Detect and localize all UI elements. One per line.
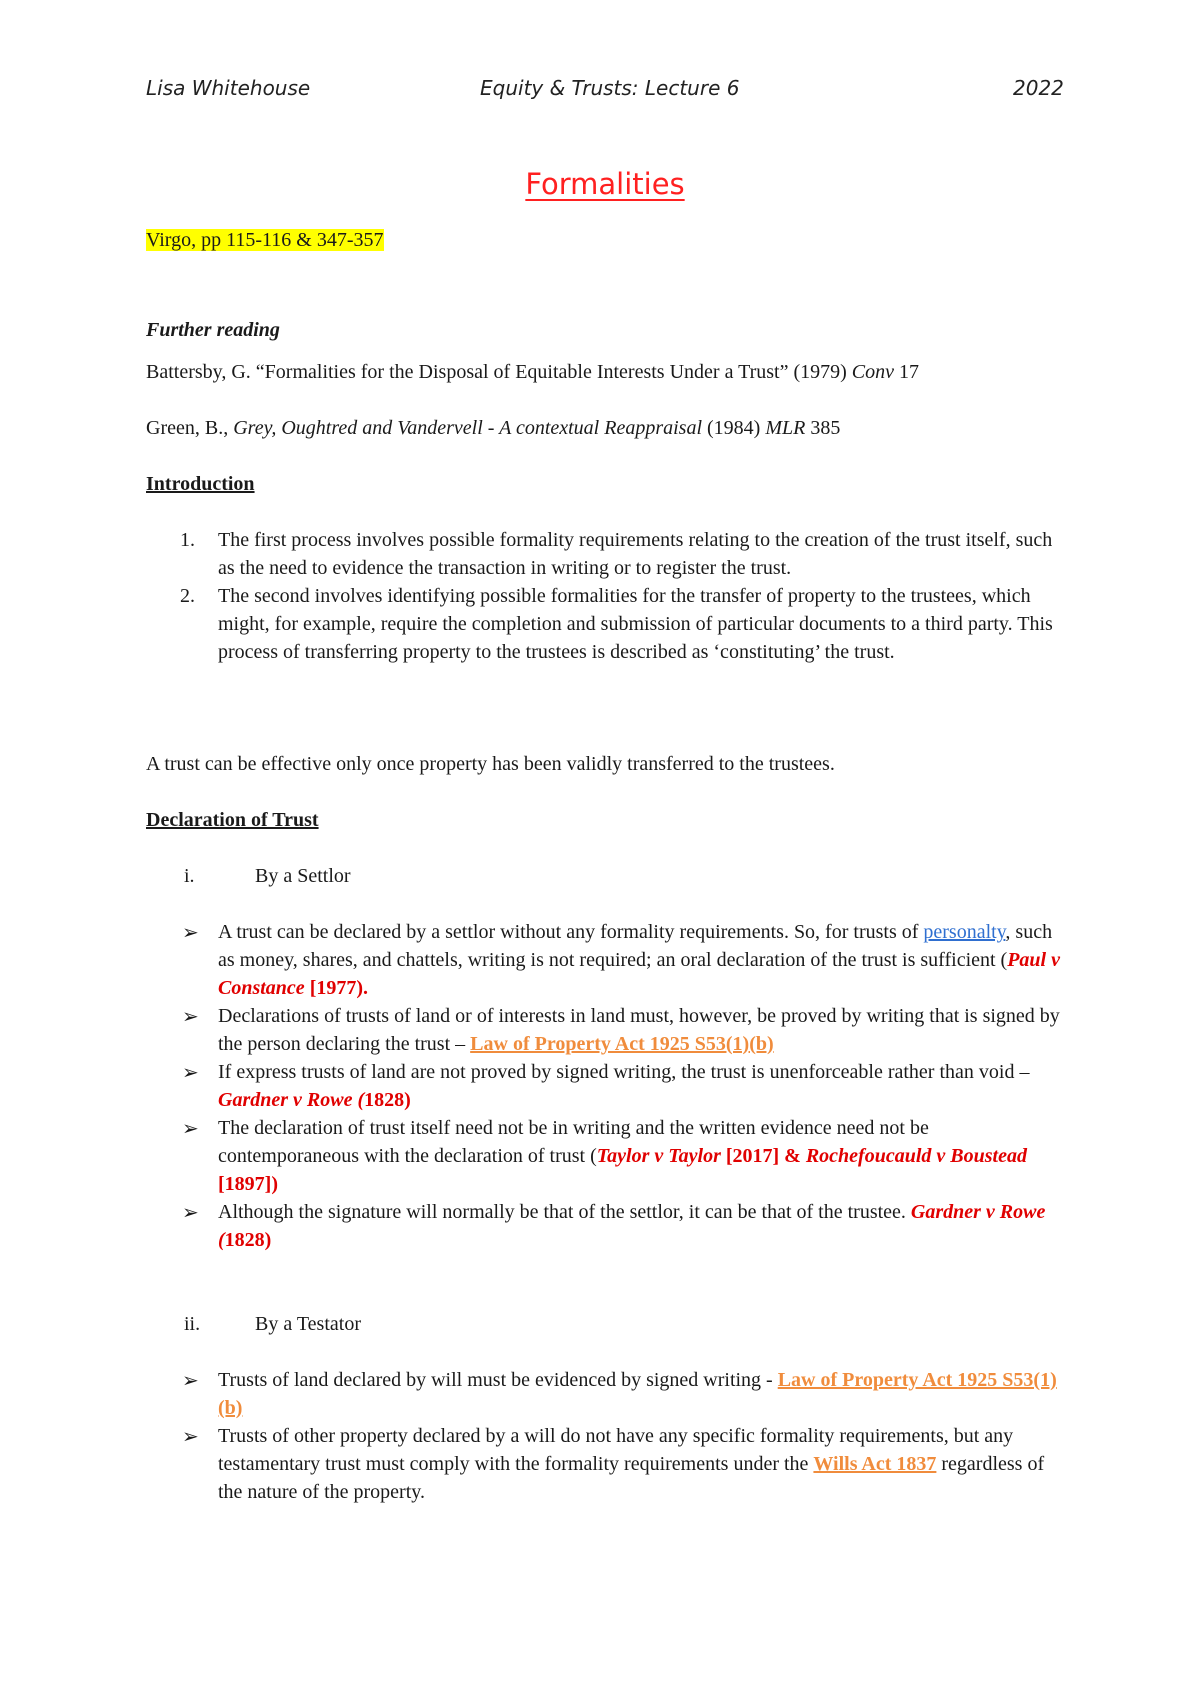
list-item: ➢ The declaration of trust itself need not be in writing and the written evidence need not be contemporaneous with the declaration of trust (Taylor v Taylor [2017] & Rochefoucauld v Boustead [1897]) [182, 1116, 1027, 1195]
further-reading-item-1: Battersby, G. “Formalities for the Disposal of Equitable Interests Under a Trust” (1979) Conv 17 [146, 361, 920, 383]
personalty-link[interactable]: personalty [923, 921, 1006, 943]
case-name: Rochefoucauld v Boustead [805, 1145, 1027, 1167]
case-name: Taylor v Taylor [596, 1145, 721, 1167]
testator-number: ii. [184, 1313, 201, 1335]
statute-link[interactable]: Wills Act 1837 [813, 1453, 937, 1475]
case-name: Gardner v Rowe ( [218, 1201, 1046, 1251]
reading-reference-text: Virgo, pp 115-116 & 347-357 [146, 229, 384, 251]
arrowhead-bullet-icon: ➢ [182, 1004, 199, 1028]
arrowhead-bullet-icon: ➢ [182, 1200, 199, 1224]
statute-link[interactable]: Law of Property Act 1925 S53(1)(b) [470, 1033, 774, 1055]
declaration-heading: Declaration of Trust [146, 809, 319, 831]
arrowhead-bullet-icon: ➢ [182, 1116, 199, 1140]
list-item: 2. The second involves identifying possible formalities for the transfer of property to the trustees, which might, for example, require the completion and submission of particular documents to a third party. This process of transferring property to the trustees is described as ‘constituting’ the trust. [180, 585, 1053, 663]
settlor-subheading: By a Settlor [255, 865, 351, 887]
page-title: Formalities [525, 167, 685, 201]
arrowhead-bullet-icon: ➢ [182, 1424, 199, 1448]
list-item: ➢ A trust can be declared by a settlor without any formality requirements. So, for trusts of personalty, such as money, shares, and chattels, writing is not required; an oral declaration of the trust is sufficient (Paul v Constance [1977). [182, 920, 1060, 999]
header-year: 2022 [1013, 76, 1064, 100]
introduction-list [146, 526, 1066, 666]
settlor-bullets [146, 918, 1066, 1254]
reading-reference [146, 226, 1066, 254]
case-name: Gardner v Rowe ( [218, 1089, 365, 1111]
testator-subheading: By a Testator [255, 1313, 361, 1335]
arrowhead-bullet-icon: ➢ [182, 1060, 199, 1084]
header-course: Equity & Trusts: Lecture 6 [480, 76, 740, 100]
arrowhead-bullet-icon: ➢ [182, 920, 199, 944]
testator-bullets [146, 1366, 1066, 1506]
list-item: 1. The first process involves possible formality requirements relating to the creation of the trust itself, such as the need to evidence the transaction in writing or to register the trust. [180, 529, 1053, 579]
list-item: ➢ Although the signature will normally be that of the settlor, it can be that of the trustee. Gardner v Rowe (1828) [182, 1200, 1046, 1251]
list-item: ➢ Trusts of land declared by will must be evidenced by signed writing - Law of Property Act 1925 S53(1)(b) [182, 1368, 1057, 1419]
list-item: ➢ If express trusts of land are not proved by signed writing, the trust is unenforceable rather than void – Gardner v Rowe (1828) [182, 1060, 1030, 1111]
statute-link[interactable]: Law of Property Act 1925 S53(1)(b) [218, 1369, 1057, 1419]
arrowhead-bullet-icon: ➢ [182, 1368, 199, 1392]
introduction-conclusion: A trust can be effective only once property has been validly transferred to the trustees. [146, 753, 835, 775]
further-reading-heading: Further reading [146, 319, 280, 341]
list-item: ➢ Trusts of other property declared by a will do not have any specific formality requirements, but any testamentary trust must comply with the formality requirements under the Wills Act 1837 regardless of the nature of the property. [182, 1424, 1045, 1503]
list-item: ➢ Declarations of trusts of land or of interests in land must, however, be proved by writing that is signed by the person declaring the trust – Law of Property Act 1925 S53(1)(b) [182, 1004, 1060, 1055]
header-author: Lisa Whitehouse [146, 76, 311, 100]
further-reading-item-2: Green, B., Grey, Oughtred and Vandervell - A contextual Reappraisal (1984) MLR 385 [146, 417, 841, 439]
introduction-heading: Introduction [146, 473, 255, 495]
case-name: Paul v Constance [218, 949, 1060, 999]
settlor-number: i. [184, 865, 195, 887]
